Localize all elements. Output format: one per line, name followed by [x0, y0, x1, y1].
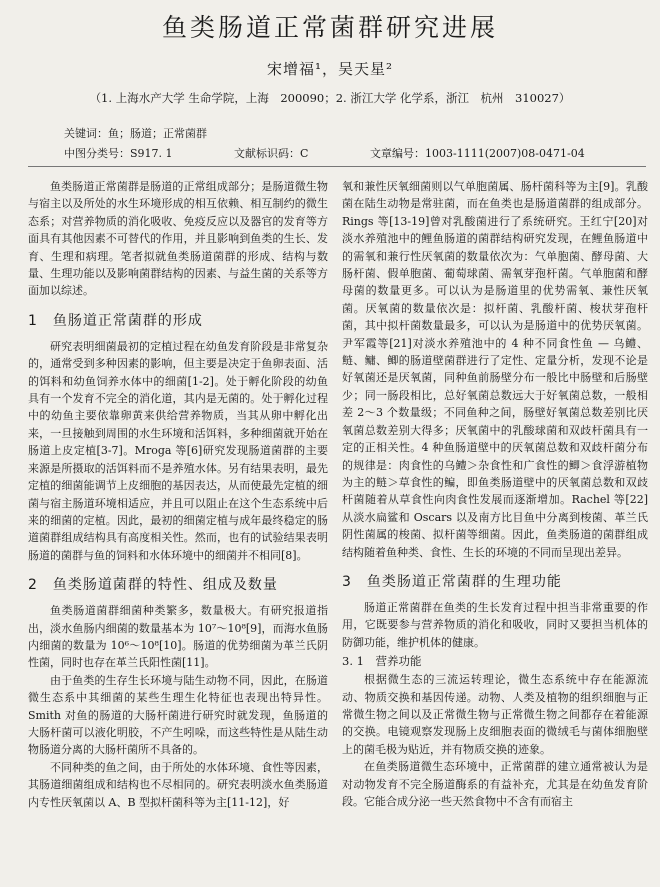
- article-number: 文章编号：1003-1111(2007)08-0471-04: [370, 147, 585, 160]
- section-2-paragraph-1: 鱼类肠道菌群细菌种类繁多，数量极大。有研究报道指出，淡水鱼肠内细菌的数量基本为 10⁷～10⁸[9]，而海水鱼肠内细菌的数量为 10⁶～10⁸[10]。肠道的优势细菌为革兰氏阴性菌，同时也存在革兰氏阳性菌[11]。: [28, 604, 328, 670]
- section-1-heading: 1 鱼肠道正常菌群的形成: [28, 312, 203, 329]
- section-3-1-heading: 3. 1 营养功能: [342, 654, 422, 669]
- header-divider: [28, 166, 646, 167]
- section-3-1-paragraph-1: 根据微生态的三流运转理论，微生态系统中存在能源流动、物质交换和基因传递。动物、人类及植物的组织细胞与正常微生物之间以及正常微生物与正常微生物之间都存在着能源的交换。电镜观察发现肠上皮细胞表面的微绒毛与菌体细胞壁上的菌毛极为贴近，并有物质交换的迹象。: [342, 673, 648, 756]
- paper-title: 鱼类肠道正常菌群研究进展: [161, 13, 498, 42]
- left-column: [28, 178, 328, 811]
- section-3-1-paragraph-2: 在鱼类肠道微生态环境中，正常菌群的建立通常被认为是对动物发育不完全肠道酶系的有益补充，尤其是在幼鱼发育阶段。它能合成分泌一些天然食物中不含有而宿主: [342, 760, 648, 808]
- section-3-heading: 3 鱼类肠道正常菌群的生理功能: [342, 573, 562, 590]
- clc-number: 中图分类号：S917. 1: [64, 147, 173, 160]
- section-3-paragraph: 肠道正常菌群在鱼类的生长发育过程中担当非常重要的作用，它既要参与营养物质的消化和吸收，同时又要担当机体的防御功能，维护机体的健康。: [342, 600, 648, 649]
- authors: 宋增福¹，吴天星²: [266, 60, 394, 78]
- right-column: [342, 178, 648, 810]
- keywords: 关键词：鱼；肠道；正常菌群: [64, 127, 207, 140]
- section-2-paragraph-3: 不同种类的鱼之间，由于所处的水体环境、食性等因素，其肠道细菌组成和结构也不尽相同的。研究表明淡水鱼类肠道内专性厌氧菌以 A、B 型拟杆菌科等为主[11-12]，好: [28, 760, 328, 809]
- intro-paragraph: 鱼类肠道正常菌群是肠道的正常组成部分；是肠道微生物与宿主以及所处的水生环境形成的相互依赖、相互制约的微生态系；对营养物质的消化吸收、免疫反应以及器官的发育等方面具有其他因素不可替代的作用，并且影响到鱼类的生长、发育、生理和病理。笔者拟就鱼类肠道菌群的形成、结构与数量、生理功能以及影响菌群结构的因素、与益生菌的关系等方面加以综述。: [28, 180, 328, 298]
- affiliation: （1. 上海水产大学 生命学院，上海 200090；2. 浙江大学 化学系，浙江 杭州 310027）: [89, 91, 571, 105]
- section-2-heading: 2 鱼类肠道菌群的特性、组成及数量: [28, 577, 278, 594]
- right-paragraph-1: 氧和兼性厌氧细菌则以气单胞菌属、肠杆菌科等为主[9]。乳酸菌在陆生动物是常驻菌，而在鱼类也是肠道菌群的组成部分。Rings 等[13-19]曾对乳酸菌进行了系统研究。王红宁[20]对淡水养殖池中的鲤鱼肠道的菌群结构研究发现，在鲤鱼肠道中的需氧和兼行性厌氧菌的数量依次为：气单胞菌、酵母菌、大肠杆菌、假单胞菌、葡萄球菌、需氧芽孢杆菌。气单胞菌和酵母菌的数量更多。可以认为是肠道里的优势需氧、兼性厌氧菌。厌氧菌的数量依次是：拟杆菌、乳酸杆菌、梭状芽孢杆菌，其中拟杆菌数量最多，可以认为是肠道中的优势厌氧菌。尹军霞等[21]对淡水养殖池中的 4 种不同食性鱼 — 乌鳢、鲢、鳙、鲫的肠道壁菌群进行了定性、定量分析，发现不论是好氧菌还是厌氧菌，同种鱼前肠壁分布一般比中肠壁和后肠壁少；同一肠段相比，总好氧菌总数远大于好氧菌总数，一般相差 2～3 个数量级；不同鱼种之间，肠壁好氧菌总数差别比厌氧菌总数差别大得多；厌氧菌中的乳酸球菌和双歧杆菌具有一定的正相关性。4 种鱼肠道壁中的厌氧菌总数和双歧杆菌分布的规律是：肉食性的乌鳢＞杂食性和广食性的鲫＞食浮游植物为主的鲢＞草食性的鳊，即鱼类肠道壁中的厌氧菌总数和双歧杆菌随着从草食性向肉食性发展而逐渐增加。Rachel 等[22]从淡水扁鲨和 Oscars 以及南方比目鱼中分离到梭菌、革兰氏阴性菌属的梭菌、拟杆菌等细菌。因此，鱼类肠道的菌群组成结构随着鱼种类、食性、生长的环境的不同而呈现出差异。: [342, 180, 648, 559]
- document-code: 文献标识码：C: [234, 147, 309, 160]
- section-2-paragraph-2: 由于鱼类的生存生长环境与陆生动物不同，因此，在肠道微生态系中其细菌的某些生理生化特征也表现出特异性。Smith 对鱼的肠道的大肠杆菌进行研究时就发现，鱼肠道的大肠杆菌可以液化明胶，不产生吲哚，而这些特性是从陆生动物肠道分离的大肠杆菌所不具备的。: [28, 673, 328, 757]
- section-1-paragraph: 研究表明细菌最初的定植过程在幼鱼发育阶段是非常复杂的，通常受到多种因素的影响，但主要是决定于鱼卵表面、活的饵料和幼鱼饲养水体中的细菌[1-2]。处于孵化阶段的幼鱼具有一个发育不完全的消化道，其内是无菌的。处于孵化过程中的幼鱼主要依靠卵黄来供给营养物质，当其从卵中孵化出来，一旦接触到周围的水生环境和活饵料，多种细菌就开始在肠道上皮定植[3-7]。Mroga 等[6]研究发现肠道菌群的主要来源是所摄取的活饵料而不是养殖水体。另有结果表明，最先定植的细菌能调节上皮细胞的基因表达，从而使最先定植的细菌与宿主肠道环境相适应，并且可以阻止在这个生态系统中后来的细菌的定植。因此，最初的细菌定植与成年最终稳定的肠道菌群组成结构具有高度相关性。然而，也有的试验结果表明肠道的菌群与鱼的饲料和水体环境中的细菌并不相同[8]。: [28, 339, 328, 562]
